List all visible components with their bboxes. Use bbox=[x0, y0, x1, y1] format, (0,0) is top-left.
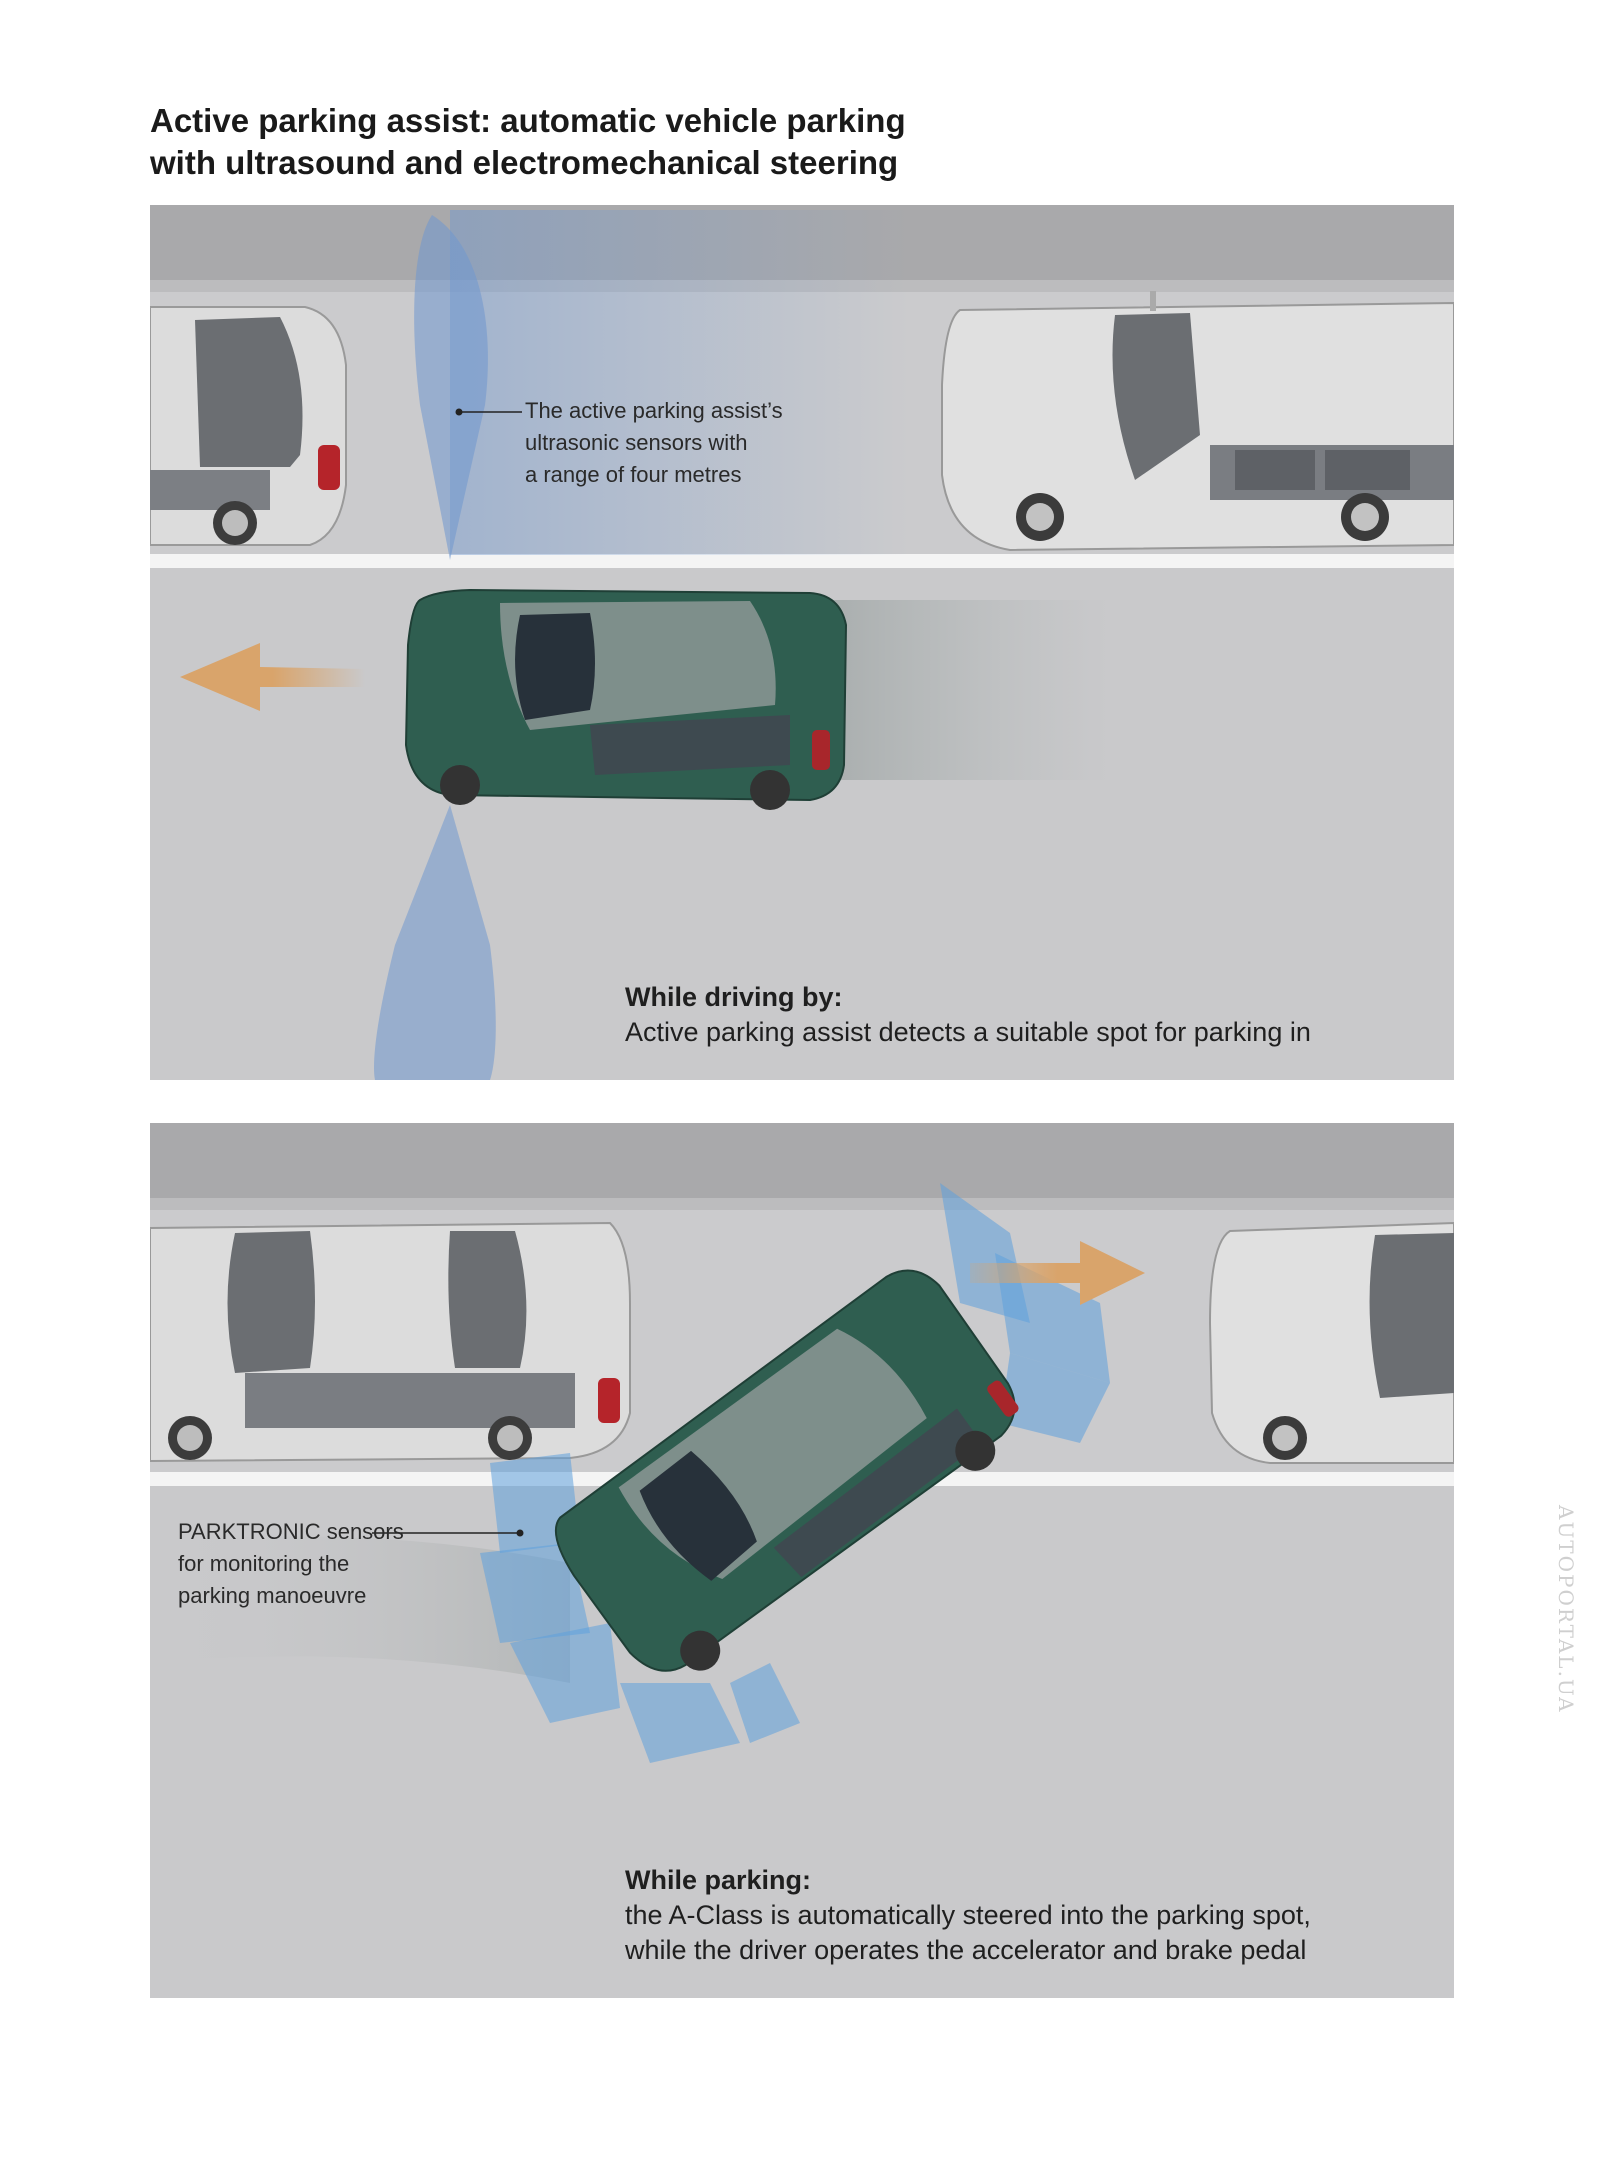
parked-car-right bbox=[1210, 1223, 1454, 1463]
title-line-1: Active parking assist: automatic vehicle parking bbox=[150, 102, 906, 139]
caption-text: the A-Class is automatically steered into the parking spot, bbox=[625, 1900, 1311, 1930]
callout-line: PARKTRONIC sensors bbox=[178, 1519, 404, 1544]
a-class-car-driving bbox=[406, 590, 846, 810]
callout-line: ultrasonic sensors with bbox=[525, 430, 748, 455]
title-line-2: with ultrasound and electromechanical steering bbox=[150, 144, 899, 181]
caption-text: Active parking assist detects a suitable spot for parking in bbox=[625, 1017, 1311, 1047]
ultrasonic-sensor-callout bbox=[525, 395, 783, 491]
parked-car-right bbox=[942, 291, 1454, 550]
parked-car-left bbox=[150, 307, 346, 545]
parking-panel bbox=[150, 1123, 1454, 1998]
parktronic-sensor-callout bbox=[178, 1516, 404, 1612]
callout-line: a range of four metres bbox=[525, 462, 742, 487]
callout-line: The active parking assist’s bbox=[525, 398, 783, 423]
watermark-text: AUTOPORTAL.UA bbox=[1554, 1505, 1578, 1714]
callout-line: for monitoring the bbox=[178, 1551, 350, 1576]
motion-blur bbox=[810, 600, 1110, 780]
parked-car-left bbox=[150, 1223, 630, 1461]
lane-divider bbox=[150, 554, 1454, 568]
page-title bbox=[150, 100, 906, 184]
caption-heading: While driving by: bbox=[625, 982, 843, 1012]
driving-by-illustration bbox=[150, 205, 1454, 1080]
caption-text: while the driver operates the accelerator and brake pedal bbox=[625, 1935, 1307, 1965]
callout-dot bbox=[517, 1530, 524, 1537]
driving-by-panel bbox=[150, 205, 1454, 1080]
driving-by-caption bbox=[625, 980, 1311, 1050]
sidewalk bbox=[150, 1123, 1454, 1198]
curb bbox=[150, 1198, 1454, 1210]
sensor-range-field bbox=[450, 210, 910, 555]
callout-line: parking manoeuvre bbox=[178, 1583, 367, 1608]
callout-dot bbox=[456, 409, 463, 416]
caption-heading: While parking: bbox=[625, 1865, 812, 1895]
parking-caption bbox=[625, 1863, 1311, 1968]
